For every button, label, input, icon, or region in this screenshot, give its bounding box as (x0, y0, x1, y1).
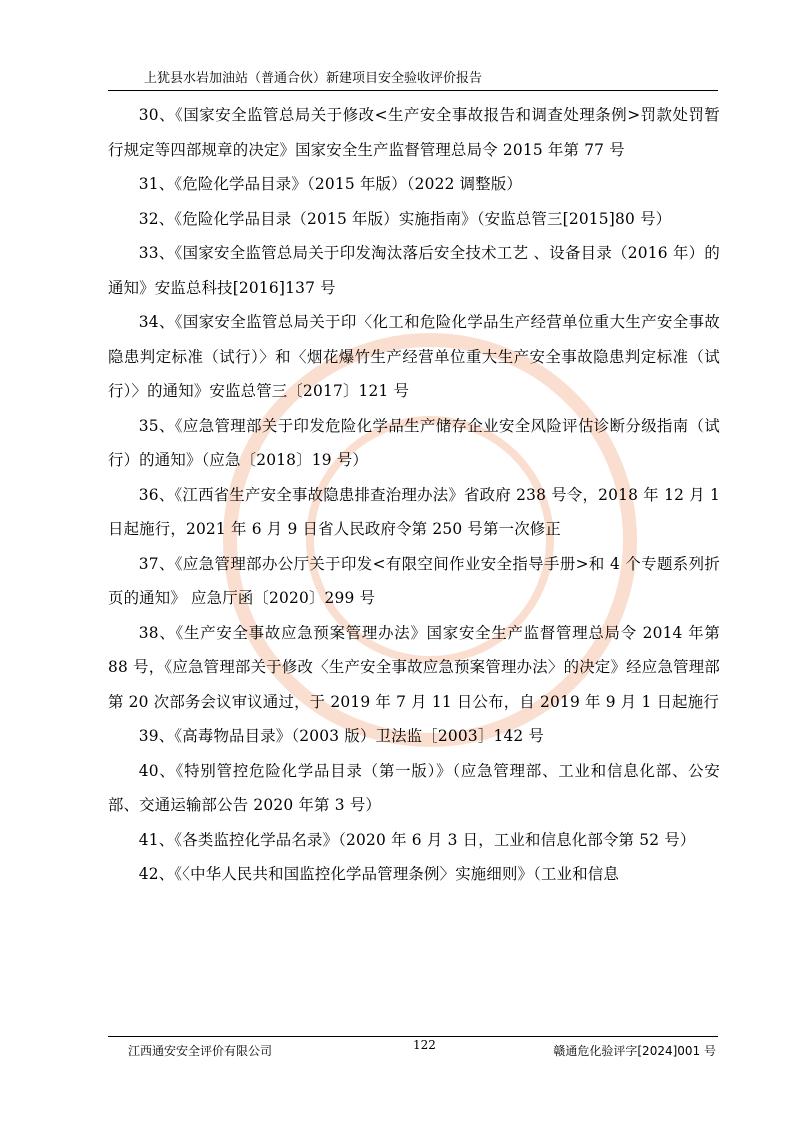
regulation-item: 31、《危险化学品目录》（2015 年版）（2022 调整版） (138, 175, 523, 193)
document-body (108, 98, 720, 892)
regulation-item: 39、《高毒物品目录》（2003 版）卫法监［2003］142 号 (138, 727, 545, 745)
regulation-item: 36、《江西省生产安全事故隐患排查治理办法》省政府 238 号令，2018 年 12 月 1 日起施行，2021 年 6 月 9 日省人民政府令第 250 号第一次修正 (108, 485, 720, 538)
page-header (108, 64, 718, 91)
header-title: 上犹县水岩加油站（普通合伙）新建项目安全验收评价报告 (144, 71, 483, 86)
regulation-item: 38、《生产安全事故应急预案管理办法》国家安全生产监督管理总局令 2014 年第 88 号，《应急管理部关于修改〈生产安全事故应急预案管理办法〉的决定》经应急管理部第 20 次部务会议审议通过，于 2019 年 7 月 11 日公布，自 2019 年 9 月 1 日起施行 (108, 623, 720, 711)
page-number: 122 (413, 1038, 436, 1052)
regulation-item: 41、《各类监控化学品名录》（2020 年 6 月 3 日，工业和信息化部令第 52 号） (138, 830, 696, 849)
regulation-item: 35、《应急管理部关于印发危险化学品生产储存企业安全风险评估诊断分级指南（试行）的通知》（应急〔2018〕19 号） (108, 416, 720, 469)
page-footer (108, 1036, 718, 1058)
footer-company: 江西通安安全评价有限公司 (128, 1044, 273, 1058)
regulation-item: 34、《国家安全监管总局关于印〈化工和危险化学品生产经营单位重大生产安全事故隐患判定标准（试行）〉和〈烟花爆竹生产经营单位重大生产安全事故隐患判定标准（试行）〉的通知》安监总管三〔2017〕121 号 (108, 313, 720, 400)
regulation-item: 37、《应急管理部办公厅关于印发<有限空间作业安全指导手册>和 4 个专题系列折页的通知》 应急厅函〔2020〕299 号 (108, 554, 720, 607)
regulation-item: 42、《〈中华人民共和国监控化学品管理条例〉实施细则》（工业和信息 (138, 865, 619, 883)
regulation-item: 32、《危险化学品目录（2015 年版）实施指南》（安监总管三[2015]80 号） (138, 209, 672, 228)
regulation-item: 30、《国家安全监管总局关于修改<生产安全事故报告和调查处理条例>罚款处罚暂行规定等四部规章的决定》国家安全生产监督管理总局令 2015 年第 77 号 (108, 106, 720, 159)
regulation-item: 40、《特别管控危险化学品目录（第一版）》（应急管理部、工业和信息化部、公安部、交通运输部公告 2020 年第 3 号） (108, 761, 720, 814)
regulation-item: 33、《国家安全监管总局关于印发淘汰落后安全技术工艺 、设备目录（2016 年）的通知》安监总科技[2016]137 号 (108, 244, 720, 297)
footer-doc-number: 赣通危化验评字[2024]001 号 (553, 1044, 716, 1058)
